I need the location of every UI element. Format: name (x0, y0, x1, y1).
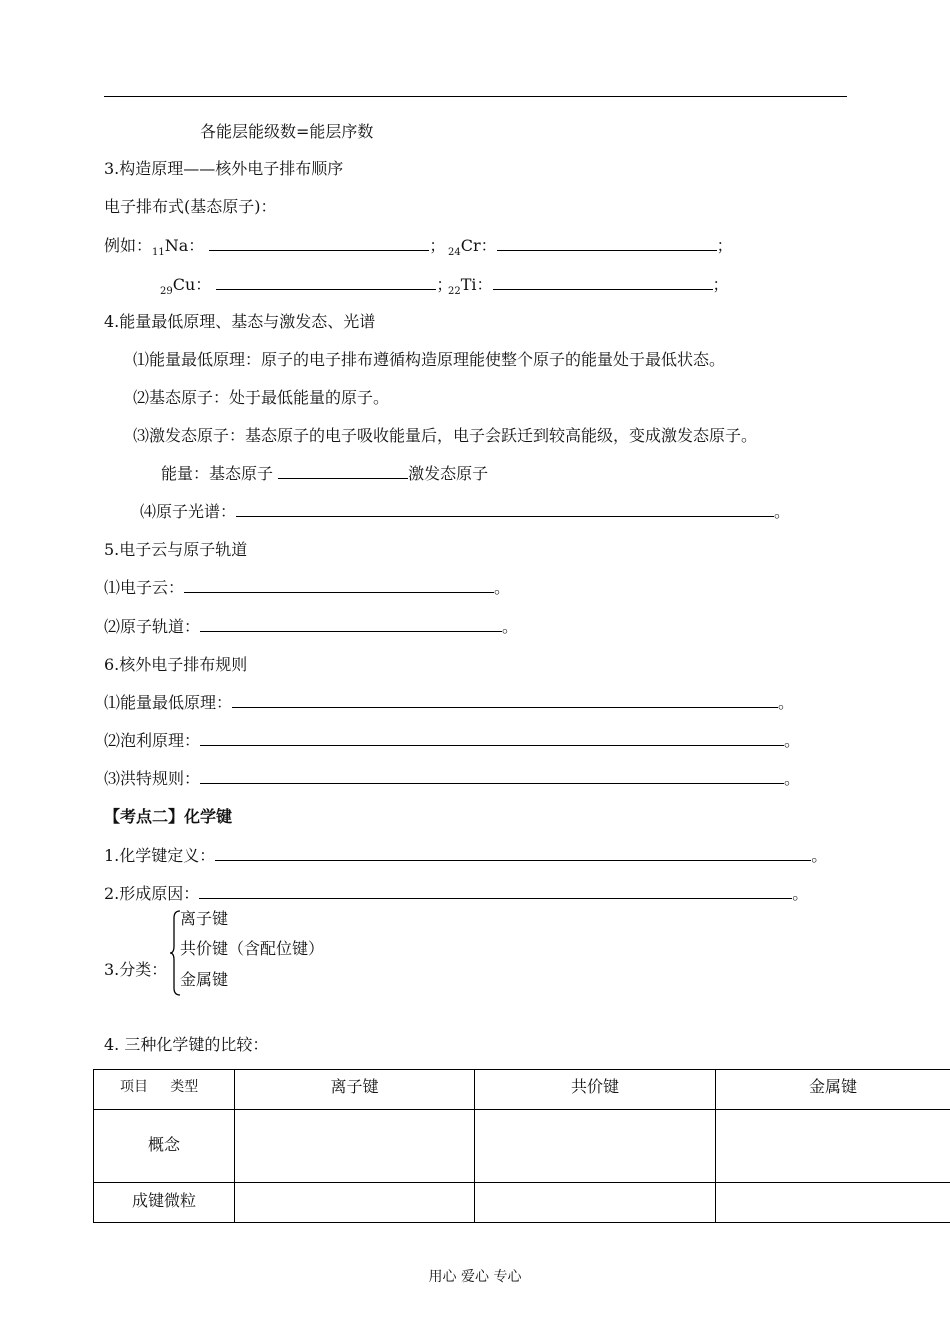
row-label-concept: 概念 (94, 1110, 235, 1183)
page-footer: 用心 爱心 专心 (428, 1269, 522, 1285)
period: 。 (784, 731, 801, 750)
cell-particles-metallic[interactable] (716, 1183, 950, 1223)
energy-excited-label: 激发态原子 (408, 464, 489, 483)
cu-atomic-number: 29 (160, 286, 173, 297)
heading-aufbau: 3.构造原理——核外电子排布顺序 (104, 159, 344, 178)
header-type: 类型 (170, 1079, 199, 1095)
atomic-orbital-blank[interactable] (200, 617, 502, 632)
period: 。 (502, 617, 519, 636)
rule-pauli-label: ⑵泡利原理： (104, 731, 201, 750)
period: 。 (784, 769, 801, 788)
cell-particles-ionic[interactable] (235, 1183, 475, 1223)
class-metallic-bond: 金属键 (180, 970, 229, 989)
text-ground-state: ⑵基态原子：处于最低能量的原子。 (133, 388, 390, 407)
heading-section-4: 4.能量最低原理、基态与激发态、光谱 (104, 312, 376, 331)
classification-label: 3.分类： (104, 960, 168, 979)
table-row (94, 1110, 950, 1183)
text-electron-config: 电子排布式(基态原子)： (104, 197, 277, 216)
table-header-row (94, 1070, 950, 1110)
bond-definition-blank[interactable] (215, 846, 811, 861)
electron-cloud-blank[interactable] (184, 578, 494, 593)
text-energy-levels: 各能层能级数=能层序数 (200, 122, 374, 141)
bond-definition-label: 1.化学键定义： (104, 846, 216, 865)
rule-lowest-energy-row (104, 693, 794, 713)
period: 。 (778, 693, 795, 712)
text-lowest-energy: ⑴能量最低原理：原子的电子排布遵循构造原理能使整个原子的能量处于最低状态。 (133, 350, 726, 369)
bond-cause-blank[interactable] (199, 884, 792, 899)
bond-definition-row (104, 846, 827, 866)
cell-concept-covalent[interactable] (475, 1110, 716, 1183)
ti-answer-blank[interactable] (493, 275, 713, 290)
rule-lowest-energy-label: ⑴能量最低原理： (104, 693, 233, 712)
example-ti (448, 275, 729, 298)
example-cu (160, 275, 452, 298)
electron-cloud-row (104, 578, 510, 598)
atomic-spectrum-row (140, 502, 790, 522)
header-rule (104, 96, 847, 97)
table-row (94, 1183, 950, 1223)
energy-relation-blank[interactable] (278, 464, 408, 479)
semicolon: ； (716, 236, 733, 255)
na-symbol: Na： (164, 236, 205, 255)
cu-answer-blank[interactable] (216, 275, 436, 290)
cell-concept-metallic[interactable] (716, 1110, 950, 1183)
bond-cause-row (104, 884, 808, 904)
rule-hund-blank[interactable] (200, 769, 784, 784)
atomic-spectrum-label: ⑷原子光谱： (140, 502, 237, 521)
semicolon: ； (429, 236, 446, 255)
example-cr (448, 236, 733, 259)
period: 。 (774, 502, 791, 521)
class-ionic-bond: 离子键 (180, 909, 229, 928)
energy-ground-label: 能量：基态原子 (161, 464, 274, 483)
period: 。 (792, 884, 809, 903)
header-ionic: 离子键 (235, 1070, 475, 1110)
period: 。 (494, 578, 511, 597)
semicolon: ； (436, 275, 453, 294)
example-row-1 (104, 236, 445, 259)
header-metallic: 金属键 (716, 1070, 950, 1110)
atomic-spectrum-blank[interactable] (236, 502, 774, 517)
rule-lowest-energy-blank[interactable] (232, 693, 778, 708)
example-prefix: 例如： (104, 236, 153, 255)
comparison-heading: 4. 三种化学键的比较： (104, 1035, 269, 1054)
text-excited-state: ⑶激发态原子：基态原子的电子吸收能量后，电子会跃迁到较高能级，变成激发态原子。 (133, 426, 758, 445)
atomic-orbital-row (104, 617, 518, 637)
bond-comparison-table (93, 1069, 950, 1223)
class-covalent-bond: 共价键（含配位键） (180, 939, 325, 958)
ti-atomic-number: 22 (448, 286, 461, 297)
cu-symbol: Cu： (172, 275, 212, 294)
period: 。 (811, 846, 828, 865)
atomic-orbital-label: ⑵原子轨道： (104, 617, 201, 636)
bond-cause-label: 2.形成原因： (104, 884, 200, 903)
energy-comparison (161, 464, 488, 484)
rule-hund-row (104, 769, 800, 789)
heading-section-5: 5.电子云与原子轨道 (104, 540, 248, 559)
heading-section-6: 6.核外电子排布规则 (104, 655, 248, 674)
cr-atomic-number: 24 (448, 247, 461, 258)
rule-pauli-row (104, 731, 800, 751)
semicolon: ； (712, 275, 729, 294)
na-atomic-number: 11 (152, 247, 165, 258)
na-answer-blank[interactable] (209, 236, 429, 251)
row-label-particles: 成键微粒 (94, 1183, 235, 1223)
rule-hund-label: ⑶洪特规则： (104, 769, 201, 788)
header-item: 项目 (120, 1079, 148, 1095)
cr-answer-blank[interactable] (497, 236, 717, 251)
electron-cloud-label: ⑴电子云： (104, 578, 185, 597)
header-covalent: 共价键 (475, 1070, 716, 1110)
section-2-title: 【考点二】化学键 (104, 807, 233, 826)
table-corner-cell (94, 1070, 235, 1110)
cell-particles-covalent[interactable] (475, 1183, 716, 1223)
cell-concept-ionic[interactable] (235, 1110, 475, 1183)
ti-symbol: Ti： (460, 275, 493, 294)
cr-symbol: Cr： (460, 236, 497, 255)
rule-pauli-blank[interactable] (200, 731, 784, 746)
